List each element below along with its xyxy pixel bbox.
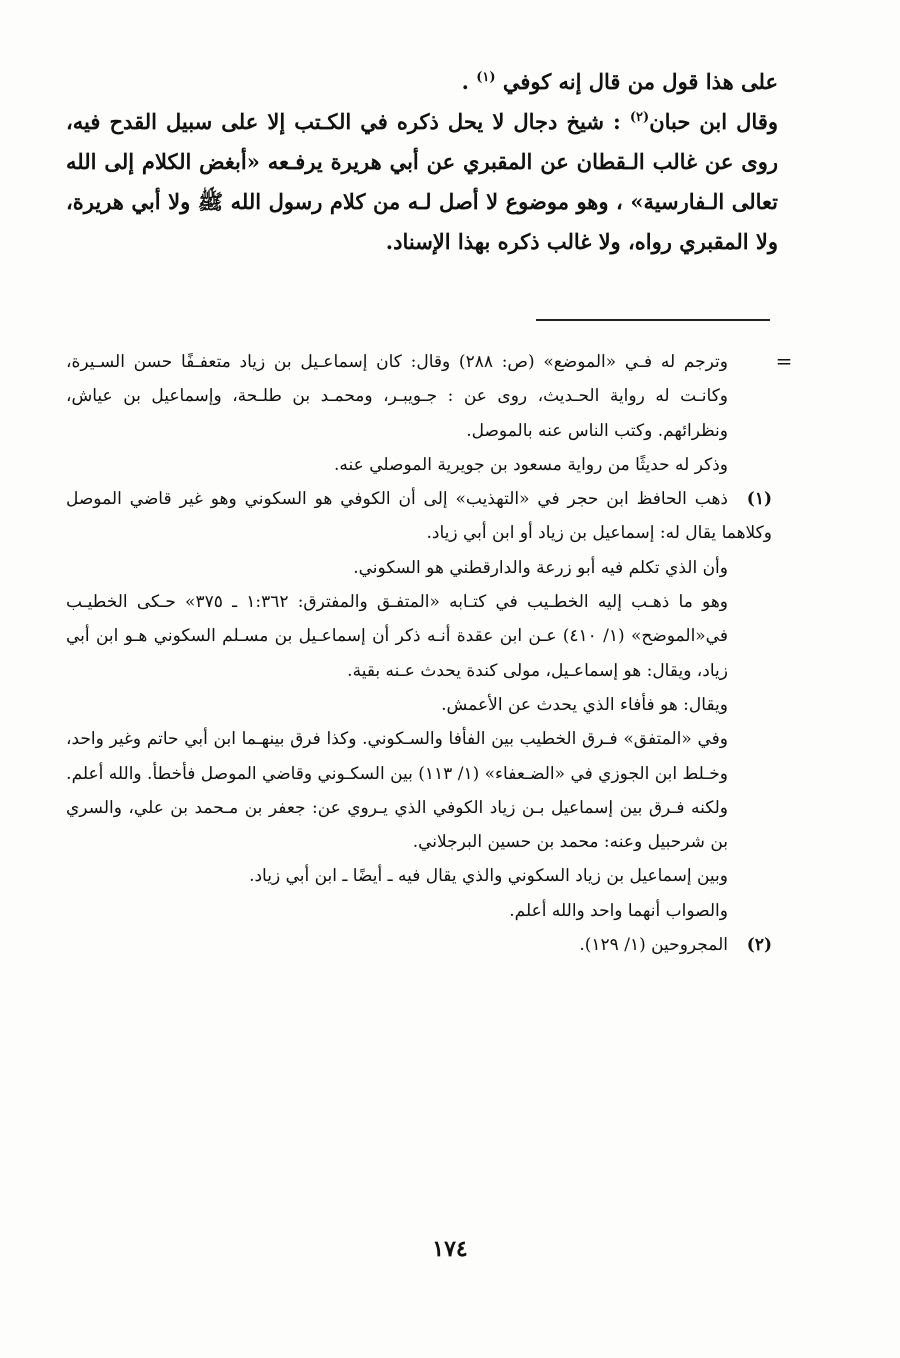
footnote-1-number: (١) <box>746 489 772 510</box>
footnote-separator <box>536 319 770 321</box>
footnote-1-paragraph-6: ولكنه فـرق بين إسماعيل بـن زياد الكوفي الذي يـروي عن: جعفر بن مـحمد بن علي، والسري بن شرحبيل وعنه: محمد بن حسين البرجلاني. <box>66 797 728 853</box>
footnote-1-paragraph-5: وفي «المتفق» فـرق الخطيب بين الفأفا والسـكوني. وكذا فرق بينهـما ابن أبي حاتم وغير واحد، وخـلط ابن الجوزي في «الضـعفاء» (١/ ١١٣) بين السكـوني وقاضي الموصل فأخطأ. والله أعلم. <box>66 729 728 784</box>
footnote-1-paragraph-1: ذهب الحافظ ابن حجر في «التهذيب» إلى أن الكوفي هو السكوني وهو غير قاضي الموصل وكلاهما يقال له: إسماعيل بن زياد أو ابن أبي زياد. <box>66 489 772 544</box>
footnote-1-paragraph-8: والصواب أنهما واحد والله أعلم. <box>509 900 728 921</box>
footnote-1-paragraph-3: وهو ما ذهـب إليه الخطـيب في كتـابه «المتفـق والمفترق: ١:٣٦٢ ـ ٣٧٥» حـكى الخطيـب في«الموضح» (١/ ٤١٠) عـن ابن عقدة أنـه ذكر أن إسماعـيل بن مسـلم السكوني هـو ابن أبي زياد، ويقال: هو إسماعـيل، مولى كندة يحدث عـنه بقية. <box>66 592 728 681</box>
footnote-1 <box>66 482 772 551</box>
footnote-ref-2: (٢) <box>629 110 650 125</box>
footnote-2-text: المجروحين (١/ ١٢٩). <box>579 935 728 956</box>
main-line-1-end: . <box>461 69 477 94</box>
footnote-2-number: (٢) <box>746 935 772 956</box>
main-line-1-text: على هذا قول من قال إنه كوفي <box>502 69 778 94</box>
footnote-1-paragraph-4: ويقال: هو فأفاء الذي يحدث عن الأعمش. <box>441 694 728 715</box>
main-paragraph-2 <box>66 102 778 262</box>
paragraph-2-text: : شيخ دجال لا يحل ذكره في الكـتب إلا على سبيل القدح فيه، روى عن غالب الـقطان عن المقبري عن أبي هريرة يرفـعه «أبغض الكلام إلى الله تعالى الـفارسية» ، وهو موضوع لا أصل لـه من كلام رسول الله ﷺ ولا أبي هريرة، ولا المقبري رواه، ولا غالب ذكره بهذا الإسناد. <box>66 109 778 254</box>
footnote-continuation-2: وذكر له حديثًا من رواية مسعود بن جويرية الموصلي عنه. <box>334 454 728 475</box>
footnotes <box>66 345 772 962</box>
footnote-continuation-1: وترجم له فـي «الموضع» (ص: ٢٨٨) وقال: كان إسماعـيل بن زياد متعفـفًا حسن السـيرة، وكانـت له رواية الحـديث، روى عن : جـويبـر، ومحمـد بن طلـحة، وإسماعيل بن عياش، ونظرائهم. وكتب الناس عنه بالموصل. <box>66 352 729 441</box>
main-text <box>66 62 778 262</box>
footnote-1-paragraph-7: وبين إسماعيل بن زياد السكوني والذي يقال فيه ـ أيضًا ـ ابن أبي زياد. <box>249 866 728 887</box>
footnote-2 <box>66 928 772 962</box>
continuation-mark: = <box>775 349 793 373</box>
page-number: ١٧٤ <box>432 1236 468 1262</box>
main-line-1 <box>66 62 778 102</box>
paragraph-2-start: وقال ابن حبان <box>649 109 779 134</box>
footnote-ref-1: (١) <box>476 70 496 85</box>
footnote-1-paragraph-2: وأن الذي تكلم فيه أبو زرعة والدارقطني هو السكوني. <box>353 557 728 578</box>
